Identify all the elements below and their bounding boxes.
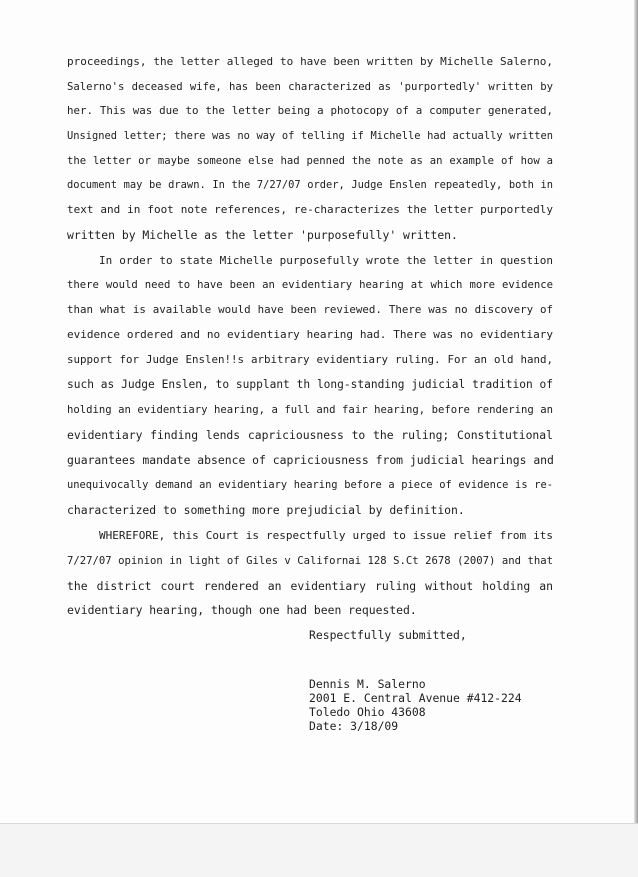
text-line: text and in foot note references, re-characterizes the letter purportedly bbox=[67, 203, 553, 216]
text-line: support for Judge Enslen!!s arbitrary evidentiary ruling. For an old hand, bbox=[67, 353, 553, 366]
address-line-2: Toledo Ohio 43608 bbox=[309, 705, 426, 719]
text-line: evidence ordered and no evidentiary hearing had. There was no evidentiary bbox=[67, 328, 553, 341]
signer-name: Dennis M. Salerno bbox=[309, 677, 426, 691]
text-line: unequivocally demand an evidentiary hearing before a piece of evidence is re- bbox=[67, 479, 553, 491]
text-line: evidentiary hearing, though one had been requested. bbox=[67, 603, 417, 617]
text-line: her. This was due to the letter being a photocopy of a computer generated, bbox=[67, 104, 553, 117]
text-line: Salerno's deceased wife, has been characterized as 'purportedly' written by bbox=[67, 81, 553, 93]
signature-date: Date: 3/18/09 bbox=[309, 719, 399, 733]
text-line: In order to state Michelle purposefully wrote the letter in question bbox=[99, 254, 553, 267]
text-line: WHEREFORE, this Court is respectfully urged to issue relief from its bbox=[99, 529, 553, 542]
text-line: written by Michelle as the letter 'purposefully' written. bbox=[67, 228, 458, 242]
text-line: such as Judge Enslen, to supplant th long-standing judicial tradition of bbox=[67, 378, 553, 391]
text-line: evidentiary finding lends capriciousness to the ruling; Constitutional bbox=[67, 428, 553, 442]
scan-bottom-band bbox=[0, 823, 638, 877]
address-line-1: 2001 E. Central Avenue #412-224 bbox=[309, 691, 522, 705]
text-line: characterized to something more prejudicial by definition. bbox=[67, 503, 465, 517]
text-line: there would need to have been an evidentiary hearing at which more evidence bbox=[67, 279, 553, 291]
page-edge-shadow bbox=[634, 0, 638, 823]
text-line: proceedings, the letter alleged to have been written by Michelle Salerno, bbox=[67, 55, 553, 68]
text-line: than what is available would have been reviewed. There was no discovery of bbox=[67, 303, 553, 316]
text-line: document may be drawn. In the 7/27/07 order, Judge Enslen repeatedly, both in bbox=[67, 179, 553, 191]
closing-text: Respectfully submitted, bbox=[309, 628, 467, 642]
text-line: guarantees mandate absence of capriciousness from judicial hearings and bbox=[67, 453, 554, 467]
text-line: holding an evidentiary hearing, a full and fair hearing, before rendering an bbox=[67, 404, 553, 416]
text-line: the letter or maybe someone else had penned the note as an example of how a bbox=[67, 155, 553, 167]
text-line: the district court rendered an evidentiary ruling without holding an bbox=[67, 579, 553, 593]
text-line: 7/27/07 opinion in light of Giles v Californai 128 S.Ct 2678 (2007) and that bbox=[67, 555, 553, 567]
text-line: Unsigned letter; there was no way of telling if Michelle had actually written bbox=[67, 130, 553, 142]
